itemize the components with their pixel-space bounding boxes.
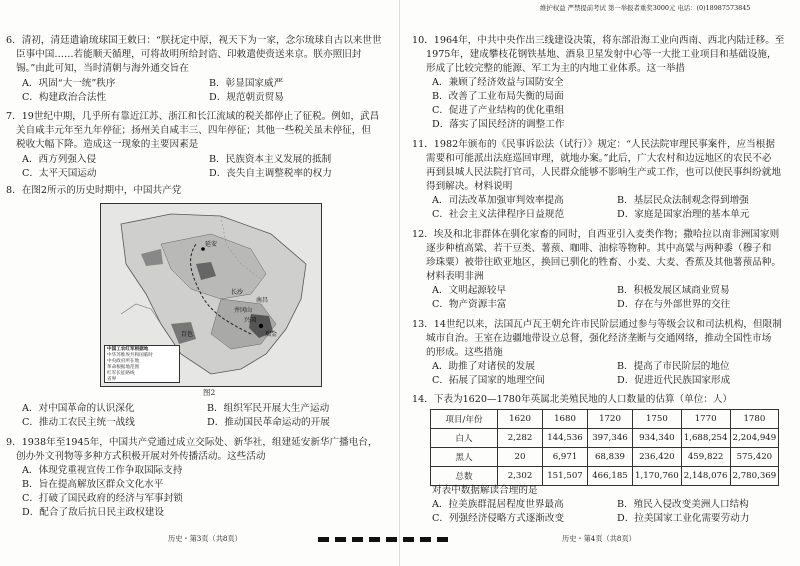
legend-line-3: 革命根据地范围 — [107, 365, 140, 370]
legend-line-5: 省界 — [107, 377, 117, 382]
header-notice: 维护权益 严禁提前考试 第一举报者重奖3000元 电话：(0)18987573845 — [540, 4, 751, 12]
q12-option-b[interactable]: B．积极发展区域商业贸易 — [617, 285, 730, 296]
table-cell: 6,971 — [543, 448, 588, 467]
table-cell: 2,204,949 — [730, 429, 779, 448]
q14-option-b[interactable]: B．殖民入侵改变美洲人口结构 — [617, 499, 749, 510]
table-cell: 575,420 — [730, 448, 779, 467]
q13-option-d[interactable]: D．促进近代民族国家形成 — [617, 375, 731, 386]
q11-option-b[interactable]: B．基层民众法制观念得到增强 — [617, 195, 749, 206]
legend-title: 中国工农红军根据地 — [107, 347, 149, 352]
q9-option-d[interactable]: D．配合了敌后抗日民主政权建设 — [22, 507, 165, 518]
q6-option-b[interactable]: B．彰显国家威严 — [209, 78, 284, 89]
q10-option-a[interactable]: A．兼顾了经济效益与国防安全 — [432, 77, 564, 88]
question-8 — [6, 184, 386, 198]
map-legend — [104, 345, 180, 383]
q8-option-d[interactable]: D．推动国民革命运动的开展 — [207, 417, 330, 428]
q6-options — [6, 77, 386, 105]
table-header-cell: 1620 — [498, 410, 543, 429]
map-label-baise: 百色 — [181, 331, 194, 338]
table-header-cell: 项目/年份 — [431, 410, 498, 429]
page-3-footer: 历史・第3页（共8页） — [168, 534, 242, 543]
table-cell: 397,346 — [588, 429, 633, 448]
q6-option-a[interactable]: A．巩固“大一统”秩序 — [22, 78, 116, 89]
table-row — [431, 467, 779, 486]
q11-options — [412, 194, 792, 222]
q14-options — [432, 498, 792, 526]
q11-stem: 11．1982年颁布的《民事诉讼法（试行）》规定：“人民法院审理民事案件，应当根据 — [412, 139, 775, 150]
q14-option-a[interactable]: A．拉美族群混居程度世界最高 — [432, 499, 564, 510]
q10-option-d[interactable]: D．落实了国民经济的调整工作 — [432, 119, 565, 130]
q8-option-b[interactable]: B．组织军民开展大生产运动 — [207, 403, 330, 414]
table-cell: 2,282 — [498, 429, 543, 448]
table-cell: 总数 — [431, 467, 498, 486]
table-header-cell: 1680 — [543, 410, 588, 429]
table-cell: 1,170,760 — [633, 467, 682, 486]
q6-stem: 6．清初，清廷遣谕琉球国王敕曰：“朕抚定中原，视天下为一家，念尔琉球自古以来世世 — [6, 35, 382, 46]
q10-options — [412, 76, 792, 132]
q6-option-d[interactable]: D．规范朝贡贸易 — [209, 92, 284, 103]
map-label-xingguo: 兴国 — [244, 317, 257, 324]
table-cell: 20 — [498, 448, 543, 467]
legend-line-1: 中华苏维埃共和国临时 — [107, 353, 153, 358]
q7-option-d[interactable]: D．丧失自主调整税率的权力 — [209, 168, 332, 179]
table-header-cell: 1770 — [681, 410, 730, 429]
table-cell: 934,340 — [633, 429, 682, 448]
population-table-wrap — [430, 409, 779, 486]
figure-caption: 图2 — [203, 388, 216, 397]
q14-option-c[interactable]: C．列强经济侵略方式逐渐改变 — [432, 513, 565, 524]
q6-option-c[interactable]: C．构建政治合法性 — [22, 92, 107, 103]
map-label-jinggangshan: 井冈山 — [234, 307, 253, 314]
table-cell: 2,148,076 — [681, 467, 730, 486]
map-label-changsha: 长沙 — [231, 289, 244, 296]
table-row — [431, 448, 779, 467]
question-10: 10．1964年，中共中央作出三线建设决策，将东部沿海工业向西南、西北内陆迁移。至 1975年，建成攀枝花钢铁基地、酒泉卫星发射中心等一大批工业项目和基础设施， 形成了比较完整的能源、军工为主的内地工业体系。这一举措 A．兼顾了经济效益与国防安全 B．改善了工业布局失衡的局面 C．促进了产业结构的优化重组 D．落实了国民经济的调整工作 — [412, 34, 792, 132]
question-13: 13．14世纪以来，法国瓦卢瓦王朝允许市民阶层通过参与等级会议和司法机构，但限制 城市自治。王室在边疆地带设立总督，强化经济垄断与交通网络，推动全国性市场 的形成。这些措施 A．助推了对诸侯的发展 B．提高了市民阶层的地位 C．拓展了国家的地理空间 D．促进近代民族国家形成 — [412, 318, 792, 388]
map-label-nanchang: 南昌 — [256, 297, 269, 304]
question-12: 12．埃及和北非群体在驯化家畜的同时，自西亚引入麦类作物；撒哈拉以南非洲国家则 逐步种植高粱、若干豆类、薯蓣、咖啡、油棕等物种。其中高粱与两种黍（穆子和 珍珠粟）被带往欧亚地区，换回已驯化的牲畜、小麦、大麦、香蕉及其他薯蓣品种。 材料表明非洲 A．文明起源较早 B．积极发展区域商业贸易 C．物产资源丰富 D．存在与外部世界的交往 — [412, 228, 792, 312]
population-table — [430, 409, 779, 486]
q7-option-c[interactable]: C．太平天国运动 — [22, 168, 97, 179]
q9-stem: 9．1938年至1945年，中国共产党通过成立交际处、新华社，组建延安新华广播电台， — [6, 437, 378, 448]
q9-option-c[interactable]: C．打破了国民政府的经济与军事封锁 — [22, 493, 183, 504]
table-cell: 1,688,254 — [681, 429, 730, 448]
page-4-footer: 历史・第4页（共8页） — [562, 534, 636, 543]
q13-option-a[interactable]: A．助推了对诸侯的发展 — [432, 361, 535, 372]
question-14 — [412, 393, 792, 407]
q10-option-b[interactable]: B．改善了工业布局失衡的局面 — [432, 91, 564, 102]
q8-option-c[interactable]: C．推动工农民主统一战线 — [22, 417, 135, 428]
map-label-ruijin: 瑞金 — [265, 331, 278, 338]
legend-line-2: 中央政府所在地 — [107, 359, 140, 364]
q14-stem: 14．下表为1620—1780年英属北美殖民地的人口数量的估算（单位：人） — [412, 394, 733, 405]
table-header-cell: 1750 — [633, 410, 682, 429]
table-cell: 144,536 — [543, 429, 588, 448]
q12-stem: 12．埃及和北非群体在驯化家畜的同时，自西亚引入麦类作物；撒哈拉以南非洲国家则 — [412, 229, 780, 240]
q7-option-a[interactable]: A．西方列强入侵 — [22, 154, 97, 165]
q14-option-d[interactable]: D．拉美国家工业化需要劳动力 — [617, 513, 750, 524]
q13-options — [412, 360, 792, 388]
q7-stem: 7．19世纪中期，几乎所有靠近江苏、浙江和长江流域的税关都停止了征税。例如，武昌 — [6, 111, 380, 122]
q13-option-c[interactable]: C．拓展了国家的地理空间 — [432, 375, 545, 386]
q10-stem: 10．1964年，中共中央作出三线建设决策，将东部沿海工业向西南、西北内陆迁移。至 — [412, 35, 785, 46]
q9-options — [6, 464, 391, 520]
q12-options — [412, 284, 792, 312]
figure-2-map — [100, 203, 322, 387]
q8-stem: 8．在图2所示的历史时期中，中国共产党 — [6, 185, 182, 196]
q9-option-a[interactable]: A．体现党重视宣传工作争取国际支持 — [22, 465, 183, 476]
table-cell: 白人 — [431, 429, 498, 448]
table-cell: 459,822 — [681, 448, 730, 467]
q14-prompt: 对表中数据解读合理的是 — [432, 485, 538, 496]
table-cell: 151,507 — [543, 467, 588, 486]
map-label-yanan: 延安 — [205, 241, 218, 248]
q12-option-d[interactable]: D．存在与外部世界的交往 — [617, 299, 731, 310]
q9-option-b[interactable]: B．旨在提高解放区群众文化水平 — [22, 479, 164, 490]
q7-options — [6, 153, 386, 181]
q12-option-a[interactable]: A．文明起源较早 — [432, 285, 507, 296]
right-page — [400, 0, 800, 566]
q8-options — [22, 402, 382, 430]
table-row — [431, 429, 779, 448]
table-cell: 2,780,369 — [730, 467, 779, 486]
q13-stem: 13．14世纪以来，法国瓦卢瓦王朝允许市民阶层通过参与等级会议和司法机构，但限制 — [412, 319, 782, 330]
question-6: 6．清初，清廷遣谕琉球国王敕曰：“朕抚定中原，视天下为一家，念尔琉球自古以来世世 臣事中国……若能顺天循理，可将故明所给封诰、印敕遣使赍送来京。朕亦照旧封 锡。”由此可知，当时清朝与海外通交旨在 A．巩固“大一统”秩序 B．彰显国家威严 C．构建政治合法性 D．规范朝贡贸易 — [6, 34, 386, 105]
q11-option-d[interactable]: D．家庭是国家治理的基本单元 — [617, 209, 750, 220]
legend-line-4: 红军长征路线 — [107, 371, 135, 376]
q8-option-a[interactable]: A．对中国革命的认识深化 — [22, 403, 135, 414]
q12-option-c[interactable]: C．物产资源丰富 — [432, 299, 507, 310]
table-cell: 466,185 — [588, 467, 633, 486]
q11-option-c[interactable]: C．社会主义法律程序日益规范 — [432, 209, 565, 220]
table-header-cell: 1720 — [588, 410, 633, 429]
question-9: 9．1938年至1945年，中国共产党通过成立交际处、新华社，组建延安新华广播电台， 创办外文刊物等多种方式积极开展对外传播活动。这些活动 A．体现党重视宣传工作争取国际支持 B．旨在提高解放区群众文化水平 C．打破了国民政府的经济与军事封锁 D．配合了敌后抗日民主政权建设 — [6, 436, 391, 520]
q11-option-a[interactable]: A．司法改革加强审判效率提高 — [432, 195, 564, 206]
table-cell: 236,420 — [633, 448, 682, 467]
table-cell: 68,839 — [588, 448, 633, 467]
q7-option-b[interactable]: B．民族资本主义发展的抵制 — [209, 154, 332, 165]
question-7: 7．19世纪中期，几乎所有靠近江苏、浙江和长江流域的税关都停止了征税。例如，武昌 关自咸丰元年至九年停征；扬州关自咸丰三、四年停征；其他一些税关虽未停征，但 税收大幅下降。造成这一现象的主要因素是 A．西方列强入侵 B．民族资本主义发展的抵制 C．太平天国运动 D．丧失自主调整税率的权力 — [6, 110, 386, 181]
question-11: 11．1982年颁布的《民事诉讼法（试行）》规定：“人民法院审理民事案件，应当根据 需要和可能派出法庭巡回审理，就地办案。”此后，广大农村和边远地区的农民不必 再到县城人民法院打官司，人民群众能够不影响生产或工作，也可以使民事纠纷就地 得到解决。材料说明 A．司法改革加强审判效率提高 B．基层民众法制观念得到增强 C．社会主义法律程序日益规范 D．家庭是国家治理的基本单元 — [412, 138, 792, 222]
q14-prompt-and-options — [432, 484, 792, 526]
table-cell: 2,302 — [498, 467, 543, 486]
q10-option-c[interactable]: C．促进了产业结构的优化重组 — [432, 105, 565, 116]
q13-option-b[interactable]: B．提高了市民阶层的地位 — [617, 361, 730, 372]
table-cell: 黑人 — [431, 448, 498, 467]
table-header-cell: 1780 — [730, 410, 779, 429]
